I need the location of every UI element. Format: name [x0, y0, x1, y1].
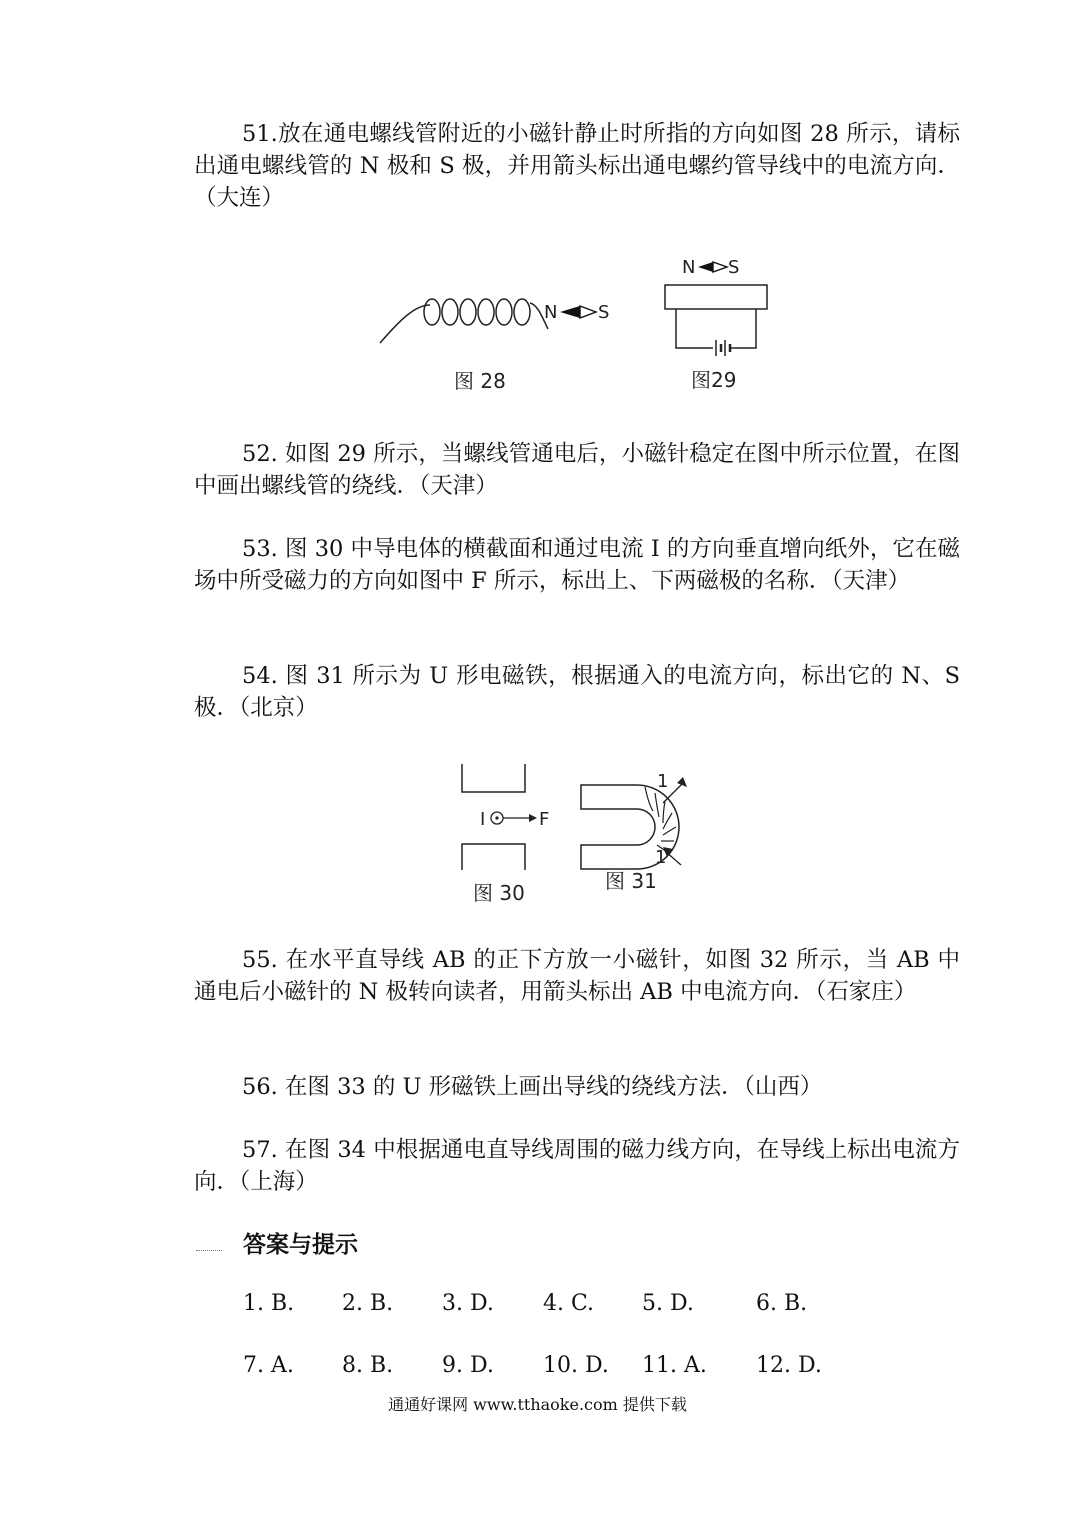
decorative-mark — [196, 1250, 222, 1253]
battery-29 — [716, 340, 730, 356]
answer-item: 9. D. — [442, 1353, 494, 1378]
question-57: 57. 在图 34 中根据通电直导线周围的磁力线方向，在导线上标出电流方向．（上海） — [194, 1137, 960, 1195]
fig31-caption: 图 31 — [605, 869, 657, 893]
question-53: 53. 图 30 中导电体的横截面和通过电流 I 的方向垂直增向纸外，它在磁场中所受磁力的方向如图中 F 所示，标出上、下两磁极的名称．（天津） — [194, 536, 960, 594]
fig28-caption: 图 28 — [454, 369, 506, 393]
question-54: 54. 图 31 所示为 U 形电磁铁，根据通入的电流方向，标出它的 N、S 极．（北京） — [194, 663, 960, 721]
question-52: 52. 如图 29 所示，当螺线管通电后，小磁针稳定在图中所示位置，在图中画出螺线管的绕线．（天津） — [194, 441, 960, 499]
figure-29 — [655, 250, 785, 395]
compass-needle-28 — [560, 306, 596, 318]
question-51: 51.放在通电螺线管附近的小磁针静止时所指的方向如图 28 所示，请标出通电螺线管的 N 极和 S 极，并用箭头标出通电螺约管导线中的电流方向．（大连） — [194, 121, 960, 211]
fig31-top-label: 1 — [657, 771, 669, 792]
fig30-force-label: F — [539, 809, 550, 830]
answer-item: 1. B. — [243, 1291, 295, 1316]
fig31-bottom-label: 1 — [655, 847, 667, 868]
question-55: 55. 在水平直导线 AB 的正下方放一小磁针，如图 32 所示，当 AB 中通电后小磁针的 N 极转向读者，用箭头标出 AB 中电流方向．（石家庄） — [194, 947, 960, 1005]
answer-item: 12. D. — [756, 1353, 822, 1378]
answer-item: 7. A. — [243, 1353, 294, 1378]
fig29-caption: 图29 — [691, 368, 737, 392]
magnet-pole-top — [462, 764, 525, 792]
answer-item: 10. D. — [543, 1353, 609, 1378]
figure-31 — [575, 765, 705, 900]
answer-item: 2. B. — [342, 1291, 394, 1316]
fig29-n-label: N — [682, 257, 696, 278]
solenoid-coil — [424, 299, 530, 325]
answer-item: 8. B. — [342, 1353, 394, 1378]
figure-30 — [455, 760, 565, 910]
magnet-pole-bottom — [462, 844, 525, 870]
answers-heading: 答案与提示 — [243, 1231, 358, 1258]
answer-item: 5. D. — [642, 1291, 694, 1316]
fig29-s-label: S — [728, 257, 740, 278]
fig30-caption: 图 30 — [473, 881, 525, 905]
page-footer: 通通好课网 www.tthaoke.com 提供下载 — [388, 1395, 687, 1414]
fig30-current-label: I — [480, 809, 486, 830]
question-56: 56. 在图 33 的 U 形磁铁上画出导线的绕线方法．（山西） — [242, 1074, 823, 1100]
fig28-n-label: N — [544, 302, 558, 323]
answer-item: 6. B. — [756, 1291, 808, 1316]
answer-item: 4. C. — [543, 1291, 595, 1316]
compass-needle-29 — [698, 262, 727, 272]
figure-28 — [370, 285, 630, 395]
solenoid-core-29 — [665, 285, 767, 309]
answer-item: 11. A. — [642, 1353, 707, 1378]
answer-item: 3. D. — [442, 1291, 494, 1316]
solenoid-lead-left — [380, 305, 430, 343]
fig28-s-label: S — [598, 302, 610, 323]
